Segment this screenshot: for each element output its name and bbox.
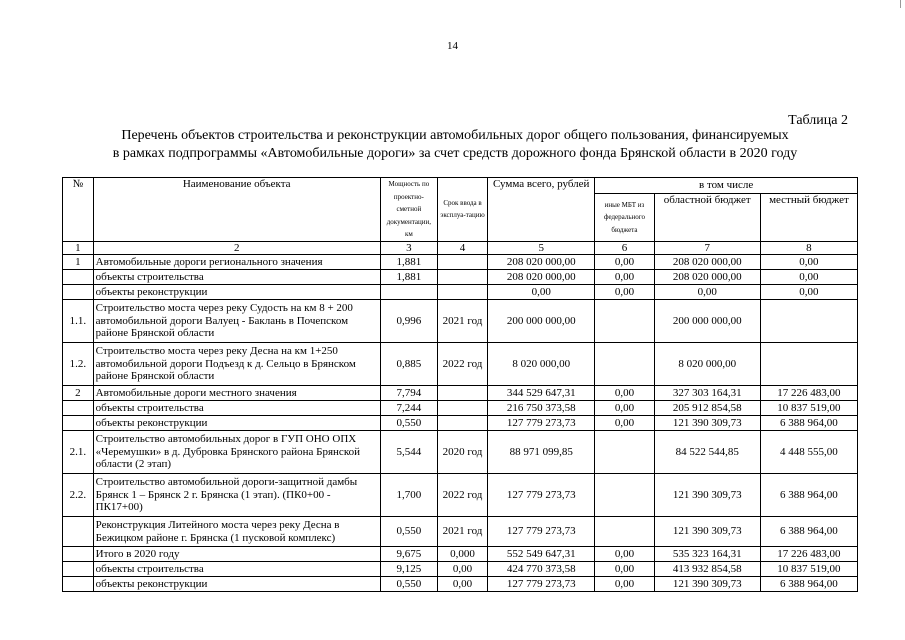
regional-cell: 208 020 000,00 — [654, 255, 760, 270]
term-cell: 0,00 — [437, 577, 487, 592]
sum-cell: 8 020 000,00 — [488, 343, 595, 386]
row-number — [63, 401, 94, 416]
col-number: 2 — [93, 241, 380, 255]
table-row — [63, 386, 858, 401]
row-number: 1.2. — [63, 343, 94, 386]
local-cell: 17 226 483,00 — [760, 386, 857, 401]
row-number — [63, 562, 94, 577]
row-number: 1.1. — [63, 300, 94, 343]
term-cell — [437, 386, 487, 401]
local-cell: 0,00 — [760, 285, 857, 300]
term-cell: 2021 год — [437, 517, 487, 547]
object-name: Строительство моста через реку Десна на км 1+250 автомобильной дороги Подъезд к д. Сельцо в Брянском районе Брянской области — [93, 343, 380, 386]
mbt-cell — [595, 431, 654, 474]
col-number: 8 — [760, 241, 857, 255]
sum-cell: 208 020 000,00 — [488, 255, 595, 270]
mbt-cell — [595, 474, 654, 517]
header-row — [63, 178, 858, 194]
term-cell — [437, 255, 487, 270]
capacity-cell: 9,675 — [380, 547, 437, 562]
regional-cell: 121 390 309,73 — [654, 577, 760, 592]
sum-cell: 216 750 373,58 — [488, 401, 595, 416]
regional-cell: 327 303 164,31 — [654, 386, 760, 401]
page-number: 14 — [447, 40, 458, 52]
row-number: 1 — [63, 255, 94, 270]
table-row — [63, 517, 858, 547]
header-local: местный бюджет — [760, 194, 857, 241]
mbt-cell: 0,00 — [595, 386, 654, 401]
mbt-cell — [595, 300, 654, 343]
local-cell: 6 388 964,00 — [760, 517, 857, 547]
sum-cell: 127 779 273,73 — [488, 577, 595, 592]
capacity-cell: 7,794 — [380, 386, 437, 401]
term-cell — [437, 416, 487, 431]
header-sum: Сумма всего, рублей — [488, 178, 595, 242]
col-number: 7 — [654, 241, 760, 255]
regional-cell: 200 000 000,00 — [654, 300, 760, 343]
mbt-cell: 0,00 — [595, 577, 654, 592]
table-row — [63, 547, 858, 562]
local-cell: 6 388 964,00 — [760, 416, 857, 431]
capacity-cell: 0,996 — [380, 300, 437, 343]
local-cell: 0,00 — [760, 270, 857, 285]
regional-cell: 205 912 854,58 — [654, 401, 760, 416]
table-row — [63, 401, 858, 416]
header-mbt: иные МБТ из федерального бюджета — [595, 194, 654, 241]
header-term: Срок ввода в эксплуа-тацию — [437, 178, 487, 242]
object-name: Строительство автомобильных дорог в ГУП ОНО ОПХ «Черемушки» в д. Дубровка Брянского района Брянской области (2 этап) — [93, 431, 380, 474]
term-cell: 0,000 — [437, 547, 487, 562]
term-cell: 2020 год — [437, 431, 487, 474]
table-row — [63, 431, 858, 474]
sum-cell: 552 549 647,31 — [488, 547, 595, 562]
mbt-cell: 0,00 — [595, 416, 654, 431]
table-row — [63, 416, 858, 431]
capacity-cell: 1,881 — [380, 255, 437, 270]
local-cell: 10 837 519,00 — [760, 562, 857, 577]
term-cell — [437, 270, 487, 285]
regional-cell: 208 020 000,00 — [654, 270, 760, 285]
header-num: № — [63, 178, 94, 242]
table-row — [63, 474, 858, 517]
regional-cell: 413 932 854,58 — [654, 562, 760, 577]
local-cell: 0,00 — [760, 255, 857, 270]
term-cell: 2022 год — [437, 343, 487, 386]
object-name: объекты строительства — [93, 562, 380, 577]
object-name: объекты реконструкции — [93, 416, 380, 431]
object-name: объекты реконструкции — [93, 285, 380, 300]
object-name: объекты реконструкции — [93, 577, 380, 592]
sum-cell: 344 529 647,31 — [488, 386, 595, 401]
capacity-cell: 9,125 — [380, 562, 437, 577]
sum-cell: 0,00 — [488, 285, 595, 300]
objects-table — [62, 177, 858, 592]
object-name: Реконструкция Литейного моста через реку Десна в Бежицком районе г. Брянска (1 пусковой комплекс) — [93, 517, 380, 547]
capacity-cell: 1,700 — [380, 474, 437, 517]
row-number — [63, 547, 94, 562]
table-row — [63, 343, 858, 386]
regional-cell: 121 390 309,73 — [654, 517, 760, 547]
mbt-cell: 0,00 — [595, 562, 654, 577]
col-number: 3 — [380, 241, 437, 255]
table-label: Таблица 2 — [788, 113, 848, 128]
term-cell: 2021 год — [437, 300, 487, 343]
table-row — [63, 300, 858, 343]
term-cell — [437, 401, 487, 416]
row-number — [63, 270, 94, 285]
capacity-cell: 0,550 — [380, 517, 437, 547]
local-cell: 6 388 964,00 — [760, 474, 857, 517]
col-number: 5 — [488, 241, 595, 255]
col-number: 4 — [437, 241, 487, 255]
regional-cell: 535 323 164,31 — [654, 547, 760, 562]
table-row — [63, 285, 858, 300]
row-number — [63, 517, 94, 547]
object-name: объекты строительства — [93, 270, 380, 285]
local-cell — [760, 343, 857, 386]
sum-cell: 200 000 000,00 — [488, 300, 595, 343]
row-number — [63, 416, 94, 431]
edge-mark — [900, 0, 901, 8]
sum-cell: 424 770 373,58 — [488, 562, 595, 577]
regional-cell: 8 020 000,00 — [654, 343, 760, 386]
object-name: Итого в 2020 году — [93, 547, 380, 562]
term-cell — [437, 285, 487, 300]
mbt-cell — [595, 517, 654, 547]
term-cell: 2022 год — [437, 474, 487, 517]
table-row — [63, 255, 858, 270]
local-cell: 17 226 483,00 — [760, 547, 857, 562]
mbt-cell: 0,00 — [595, 255, 654, 270]
table-row — [63, 577, 858, 592]
table-row — [63, 562, 858, 577]
sum-cell: 127 779 273,73 — [488, 517, 595, 547]
object-name: Автомобильные дороги местного значения — [93, 386, 380, 401]
regional-cell: 121 390 309,73 — [654, 416, 760, 431]
regional-cell: 0,00 — [654, 285, 760, 300]
row-number — [63, 577, 94, 592]
col-number: 1 — [63, 241, 94, 255]
object-name: Строительство моста через реку Судость на км 8 + 200 автомобильной дороги Валуец - Баклань в Почепском районе Брянской области — [93, 300, 380, 343]
col-number: 6 — [595, 241, 654, 255]
term-cell: 0,00 — [437, 562, 487, 577]
object-name: объекты строительства — [93, 401, 380, 416]
mbt-cell — [595, 343, 654, 386]
capacity-cell: 0,550 — [380, 416, 437, 431]
table-row — [63, 270, 858, 285]
sum-cell: 88 971 099,85 — [488, 431, 595, 474]
header-capacity: Мощность по проектно-сметной документации, км — [380, 178, 437, 242]
header-name: Наименование объекта — [93, 178, 380, 242]
mbt-cell: 0,00 — [595, 285, 654, 300]
row-number: 2 — [63, 386, 94, 401]
regional-cell: 84 522 544,85 — [654, 431, 760, 474]
mbt-cell: 0,00 — [595, 547, 654, 562]
capacity-cell: 1,881 — [380, 270, 437, 285]
capacity-cell: 0,885 — [380, 343, 437, 386]
header-including: в том числе — [595, 178, 858, 194]
mbt-cell: 0,00 — [595, 401, 654, 416]
local-cell: 10 837 519,00 — [760, 401, 857, 416]
capacity-cell — [380, 285, 437, 300]
sum-cell: 127 779 273,73 — [488, 474, 595, 517]
row-number: 2.2. — [63, 474, 94, 517]
regional-cell: 121 390 309,73 — [654, 474, 760, 517]
local-cell: 4 448 555,00 — [760, 431, 857, 474]
object-name: Автомобильные дороги регионального значения — [93, 255, 380, 270]
object-name: Строительство автомобильной дороги-защитной дамбы Брянск 1 – Брянск 2 г. Брянска (1 этап). (ПК0+00 - ПК17+00) — [93, 474, 380, 517]
capacity-cell: 5,544 — [380, 431, 437, 474]
row-number: 2.1. — [63, 431, 94, 474]
title-line: Перечень объектов строительства и реконструкции автомобильных дорог общего пользования, финансируемых — [121, 128, 789, 143]
header-regional: областной бюджет — [654, 194, 760, 241]
document-title — [60, 127, 850, 163]
row-number — [63, 285, 94, 300]
sum-cell: 208 020 000,00 — [488, 270, 595, 285]
mbt-cell: 0,00 — [595, 270, 654, 285]
capacity-cell: 0,550 — [380, 577, 437, 592]
local-cell: 6 388 964,00 — [760, 577, 857, 592]
sum-cell: 127 779 273,73 — [488, 416, 595, 431]
title-line: в рамках подпрограммы «Автомобильные дороги» за счет средств дорожного фонда Брянской области в 2020 году — [112, 146, 798, 161]
local-cell — [760, 300, 857, 343]
column-numbers-row — [63, 241, 858, 255]
capacity-cell: 7,244 — [380, 401, 437, 416]
